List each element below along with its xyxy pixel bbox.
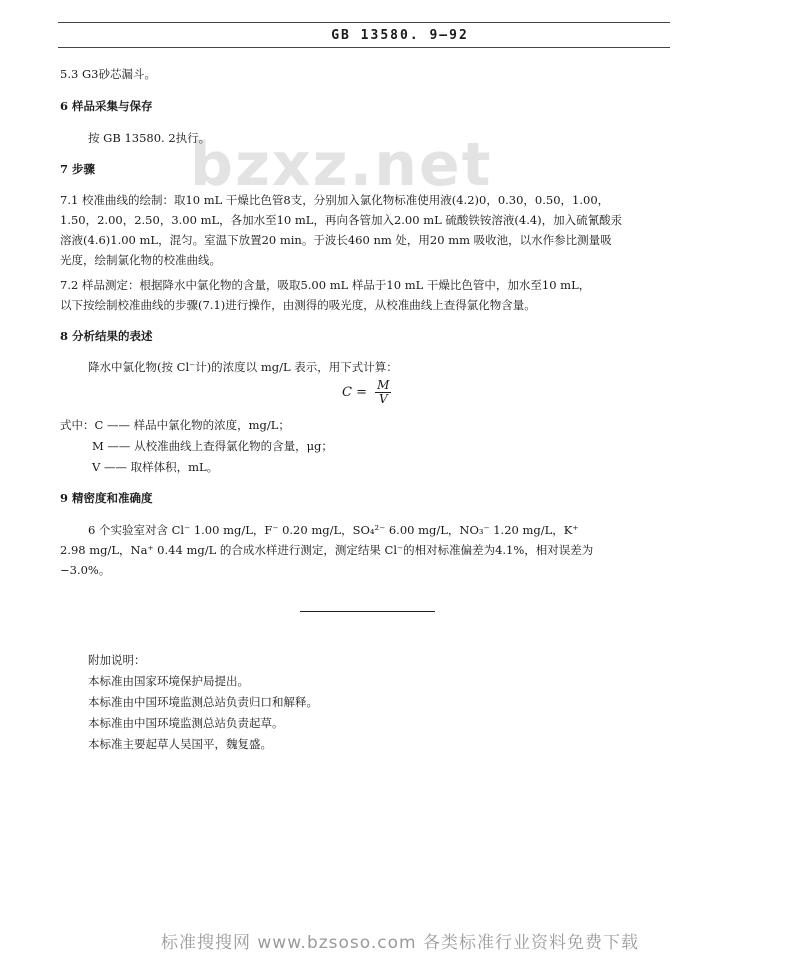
appendix-line: 本标准主要起草人吴国平，魏复盛。 (88, 737, 272, 751)
p7-2-line: 7.2 样品测定：根据降水中氯化物的含量，吸取5.00 mL 样品于10 mL 干燥比色管中，加水至10 mL， (60, 278, 591, 292)
where-line: M —— 从校准曲线上查得氯化物的含量，μg； (92, 439, 333, 453)
watermark: bzxz.net (190, 130, 493, 200)
section-9-heading: 9 精密度和准确度 (60, 491, 153, 505)
p7-1-line: 1.50，2.00，2.50，3.00 mL，各加水至10 mL，再向各管加入2.00 mL 硫酸铁铵溶液(4.4)，加入硫氰酸汞 (60, 213, 623, 227)
formula (342, 379, 391, 406)
p7-1-line: 7.1 校准曲线的绘制：取10 mL 干燥比色管8支，分别加入氯化物标准使用液(4.2)0，0.30，0.50，1.00， (60, 193, 610, 207)
header-bottom-rule (58, 47, 670, 48)
p7-1-line: 溶液(4.6)1.00 mL，混匀。室温下放置20 min。于波长460 nm 处，用20 mm 吸收池，以水作参比测量吸 (60, 233, 612, 247)
appendix-title: 附加说明： (88, 653, 146, 667)
p7-1-line: 光度，绘制氯化物的校准曲线。 (60, 253, 221, 267)
standard-number: GB 13580. 9—92 (331, 28, 469, 43)
end-separator (300, 611, 435, 612)
s9-body-line: −3.0%。 (60, 563, 111, 577)
where-line: V —— 取样体积，mL。 (92, 460, 219, 474)
formula-lhs: C = (342, 385, 367, 400)
s9-body-line: 2.98 mg/L，Na⁺ 0.44 mg/L 的合成水样进行测定，测定结果 Cl⁻的相对标准偏差为4.1%，相对误差为 (60, 543, 594, 557)
p7-2-line: 以下按绘制校准曲线的步骤(7.1)进行操作，由测得的吸光度，从校准曲线上查得氯化物含量。 (60, 298, 536, 312)
formula-fraction (375, 379, 391, 406)
section-6-heading: 6 样品采集与保存 (60, 99, 153, 113)
section-7-heading: 7 步骤 (60, 162, 96, 176)
formula-numerator: M (377, 378, 390, 392)
section-8-heading: 8 分析结果的表述 (60, 329, 153, 343)
footer-banner: 标准搜搜网 www.bzsoso.com 各类标准行业资料免费下载 (160, 933, 639, 953)
header-top-rule (58, 22, 670, 23)
s9-body-line: 6 个实验室对含 Cl⁻ 1.00 mg/L，F⁻ 0.20 mg/L，SO₄²⁻ 6.00 mg/L，NO₃⁻ 1.20 mg/L，K⁺ (88, 523, 579, 537)
appendix-line: 本标准由中国环境监测总站负责起草。 (88, 716, 284, 730)
appendix-line: 本标准由中国环境监测总站负责归口和解释。 (88, 695, 318, 709)
appendix-line: 本标准由国家环境保护局提出。 (88, 674, 249, 688)
section-6-body: 按 GB 13580. 2执行。 (88, 131, 211, 145)
where-line: 式中：C —— 样品中氯化物的浓度，mg/L； (60, 418, 290, 432)
section-5-3: 5.3 G3砂芯漏斗。 (60, 67, 156, 81)
formula-denominator: V (378, 392, 388, 406)
section-8-intro: 降水中氯化物(按 Cl⁻计)的浓度以 mg/L 表示，用下式计算： (88, 360, 398, 374)
